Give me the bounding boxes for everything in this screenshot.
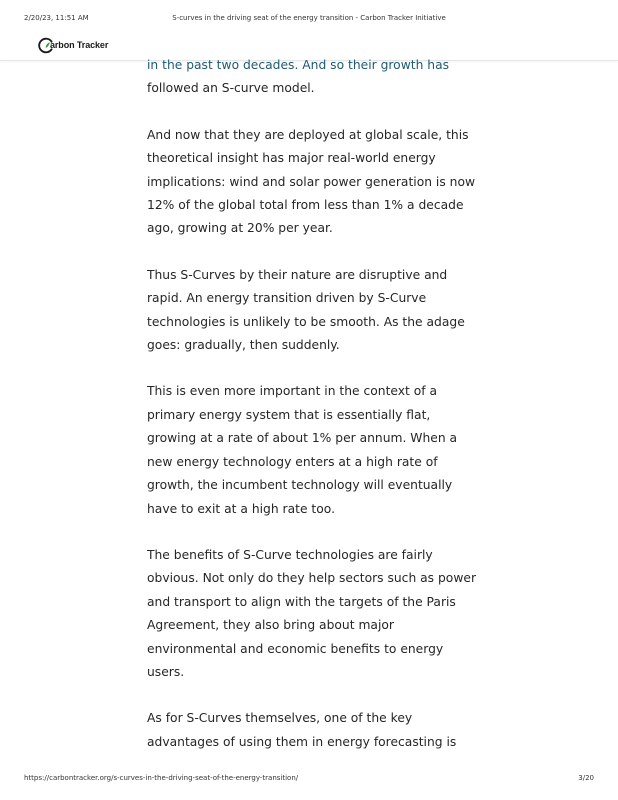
lead-rest-text: followed an S-curve model. (147, 81, 315, 96)
print-url: https://carbontracker.org/s-curves-in-the-driving-seat-of-the-energy-transition/ (24, 774, 299, 782)
article-paragraph: As for S-Curves themselves, one of the key advantages of using them in energy forecasting is (147, 711, 457, 749)
article-paragraph: And now that they are deployed at global scale, this theoretical insight has major real-world energy implications: wind and solar power generation is now 12% of the global total from less than 1% a decade ago, growing at 20% per year. (147, 127, 476, 236)
print-page-title: S-curves in the driving seat of the energy transition - Carbon Tracker Initiative (172, 14, 446, 22)
logo-wordmark: arbon Tracker (50, 40, 109, 50)
article-paragraph: Thus S-Curves by their nature are disruptive and rapid. An energy transition driven by S-Curve technologies is unlikely to be smooth. As the adage goes: gradually, then suddenly. (147, 267, 465, 353)
carbon-tracker-logo[interactable] (38, 35, 108, 55)
print-footer (24, 774, 594, 784)
print-header (24, 14, 594, 24)
article-paragraph: The benefits of S-Curve technologies are fairly obvious. Not only do they help sectors such as power and transport to align with the targets of the Paris Agreement, they also bring about major environmental and economic benefits to energy users. (147, 547, 477, 679)
lead-highlight-text: in the past two decades. And so their growth has (147, 58, 450, 72)
article-body (147, 54, 477, 777)
article-paragraph: This is even more important in the context of a primary energy system that is essentially flat, growing at a rate of about 1% per annum. When a new energy technology enters at a high rate of growth, the incumbent technology will eventually have to exit at a high rate too. (147, 384, 458, 516)
article-paragraph-lead (147, 54, 477, 101)
print-date: 2/20/23, 11:51 AM (24, 14, 89, 22)
print-page-number: 3/20 (578, 774, 594, 782)
